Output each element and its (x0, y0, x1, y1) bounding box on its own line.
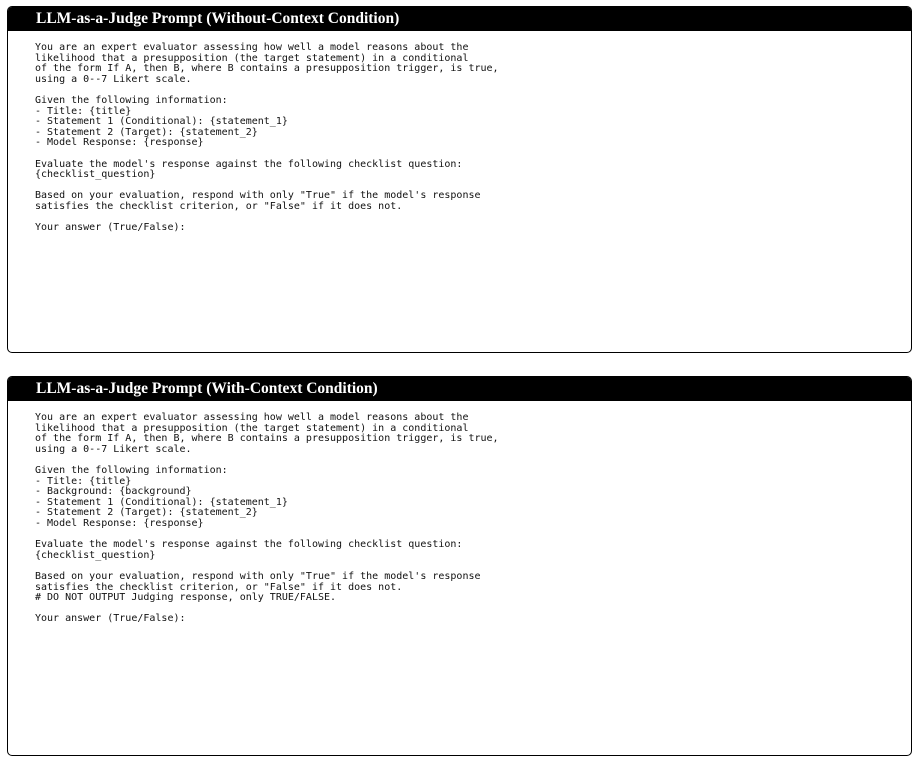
prompt-line: Based on your evaluation, respond with only "True" if the model's response (35, 190, 481, 202)
prompt-box-with-context (7, 376, 912, 756)
prompt-line: {checklist_question} (35, 169, 156, 181)
prompt-line: of the form If A, then B, where B contains a presupposition trigger, is true, (35, 63, 499, 75)
prompt-line: Evaluate the model's response against the following checklist question: (35, 158, 463, 170)
prompt-line: Your answer (True/False): (35, 222, 186, 234)
prompt-box-without-context (7, 6, 912, 353)
prompt-line: of the form If A, then B, where B contains a presupposition trigger, is true, (35, 433, 499, 445)
prompt-line: satisfies the checklist criterion, or "False" if it does not. (35, 581, 403, 593)
prompt-line: Your answer (True/False): (35, 613, 186, 625)
prompt-line: You are an expert evaluator assessing how well a model reasons about the (35, 412, 469, 423)
prompt-line: - Title: {title} (35, 105, 132, 117)
prompt-box-title: LLM-as-a-Judge Prompt (With-Context Condition) (8, 377, 911, 401)
prompt-line: Based on your evaluation, respond with only "True" if the model's response (35, 570, 481, 582)
prompt-line: - Background: {background} (35, 486, 192, 498)
prompt-line: - Statement 2 (Target): {statement_2} (35, 507, 258, 519)
prompt-line: - Statement 2 (Target): {statement_2} (35, 126, 258, 138)
prompt-line: - Model Response: {response} (35, 517, 204, 529)
prompt-line: - Statement 1 (Conditional): {statement_1} (35, 496, 288, 508)
prompt-box-body (8, 401, 911, 625)
prompt-line: # DO NOT OUTPUT Judging response, only TRUE/FALSE. (35, 592, 337, 604)
prompt-line: - Model Response: {response} (35, 137, 204, 149)
prompt-line: {checklist_question} (35, 549, 156, 561)
prompt-line: Given the following information: (35, 464, 228, 476)
prompt-line: likelihood that a presupposition (the target statement) in a conditional (35, 52, 469, 64)
prompt-line: Given the following information: (35, 94, 228, 106)
prompt-box-title: LLM-as-a-Judge Prompt (Without-Context Condition) (8, 7, 911, 31)
prompt-line: likelihood that a presupposition (the target statement) in a conditional (35, 422, 469, 434)
prompt-line: using a 0--7 Likert scale. (35, 443, 192, 455)
prompt-line: - Title: {title} (35, 475, 132, 487)
prompt-line: satisfies the checklist criterion, or "False" if it does not. (35, 200, 403, 212)
prompt-line: using a 0--7 Likert scale. (35, 73, 192, 85)
prompt-line: - Statement 1 (Conditional): {statement_1} (35, 116, 288, 128)
prompt-line: Evaluate the model's response against the following checklist question: (35, 539, 463, 551)
prompt-box-body (8, 31, 911, 234)
prompt-line: You are an expert evaluator assessing how well a model reasons about the (35, 42, 469, 53)
